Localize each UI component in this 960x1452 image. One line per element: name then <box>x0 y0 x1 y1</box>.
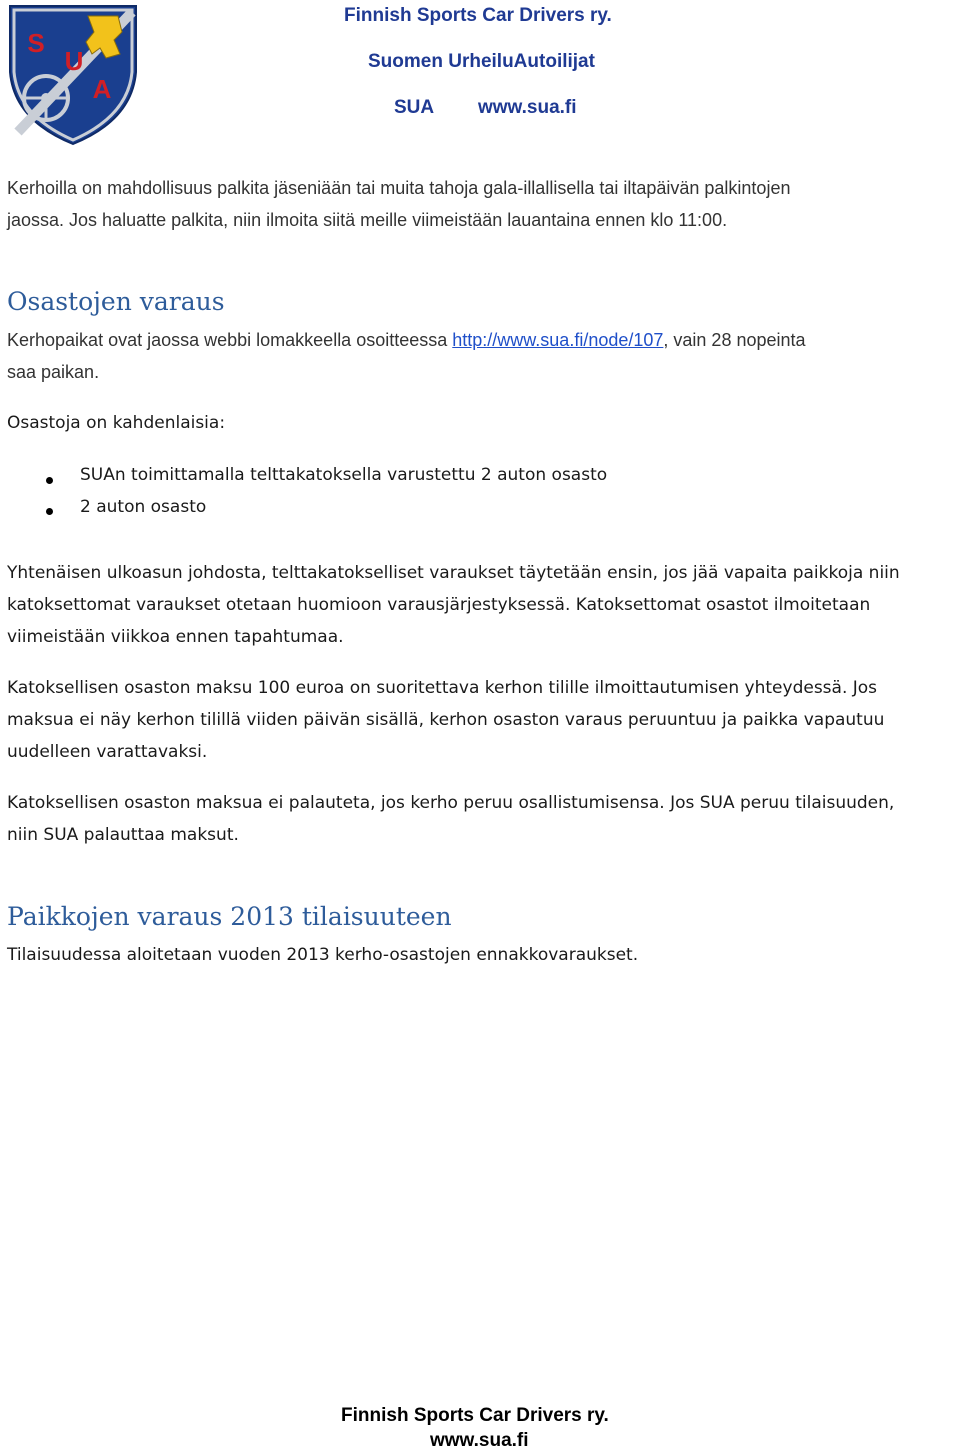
section1-p1-text: Kerhopaikat ovat jaossa webbi lomakkeella osoitteessa <box>7 330 453 350</box>
header-url[interactable]: www.sua.fi <box>478 97 577 118</box>
intro-line-1: Kerhoilla on mahdollisuus palkita jäseniään tai muita tahoja gala-illallisella tai iltapäivän palkintojen <box>7 178 791 198</box>
sua-logo <box>4 2 142 146</box>
bullet-icon <box>46 508 53 515</box>
section1-paragraph-1 <box>7 324 957 356</box>
section-heading-paikkojen-varaus: Paikkojen varaus 2013 tilaisuuteen <box>7 902 452 931</box>
section1-paragraph-5-line-1: Katoksellisen osaston maksua ei palauteta, jos kerho peruu osallistumisensa. Jos SUA peruu tilaisuuden, <box>7 793 895 813</box>
section1-paragraph-4-line-2: maksua ei näy kerhon tilillä viiden päivän sisällä, kerhon osaston varaus peruuntuu ja paikka vapautuu <box>7 710 885 730</box>
section1-paragraph-3-line-3: viimeistään viikkoa ennen tapahtumaa. <box>7 627 344 647</box>
section1-paragraph-5-line-2: niin SUA palauttaa maksut. <box>7 825 239 845</box>
section1-paragraph-1-line-2: saa paikan. <box>7 362 100 382</box>
footer-url[interactable]: www.sua.fi <box>430 1430 529 1451</box>
section-heading-osastojen-varaus: Osastojen varaus <box>7 287 225 316</box>
section1-paragraph-4-line-3: uudelleen varattavaksi. <box>7 742 208 762</box>
registration-link[interactable]: http://www.sua.fi/node/107 <box>452 330 664 350</box>
header-org-name-fi: Suomen UrheiluAutoilijat <box>368 51 595 72</box>
section1-p1-text-after: , vain 28 nopeinta <box>663 330 806 350</box>
section1-paragraph-2: Osastoja on kahdenlaisia: <box>7 413 226 433</box>
list-item: SUAn toimittamalla telttakatoksella varustettu 2 auton osasto <box>80 465 608 485</box>
header-abbr: SUA <box>394 97 435 118</box>
section1-paragraph-3-line-2: katoksettomat varaukset otetaan huomioon varausjärjestyksessä. Katoksettomat osastot ilmoitetaan <box>7 595 871 615</box>
intro-line-2: jaossa. Jos haluatte palkita, niin ilmoita siitä meille viimeistään lauantaina ennen klo 11:00. <box>7 210 728 230</box>
section2-paragraph-1: Tilaisuudessa aloitetaan vuoden 2013 kerho-osastojen ennakkovaraukset. <box>7 945 639 965</box>
logo-letter-a: A <box>92 74 112 104</box>
section1-paragraph-3-line-1: Yhtenäisen ulkoasun johdosta, telttakatokselliset varaukset täytetään ensin, jos jää vapaita paikkoja niin <box>7 563 900 583</box>
bullet-icon <box>46 477 53 484</box>
logo-letter-u: U <box>64 46 84 76</box>
header-org-name: Finnish Sports Car Drivers ry. <box>344 5 612 26</box>
section1-paragraph-4-line-1: Katoksellisen osaston maksu 100 euroa on suoritettava kerhon tilille ilmoittautumisen yhteydessä. Jos <box>7 678 878 698</box>
list-item: 2 auton osasto <box>80 497 207 517</box>
logo-letter-s: S <box>27 28 45 58</box>
lion-icon <box>86 16 122 58</box>
footer-org-name: Finnish Sports Car Drivers ry. <box>341 1405 609 1426</box>
